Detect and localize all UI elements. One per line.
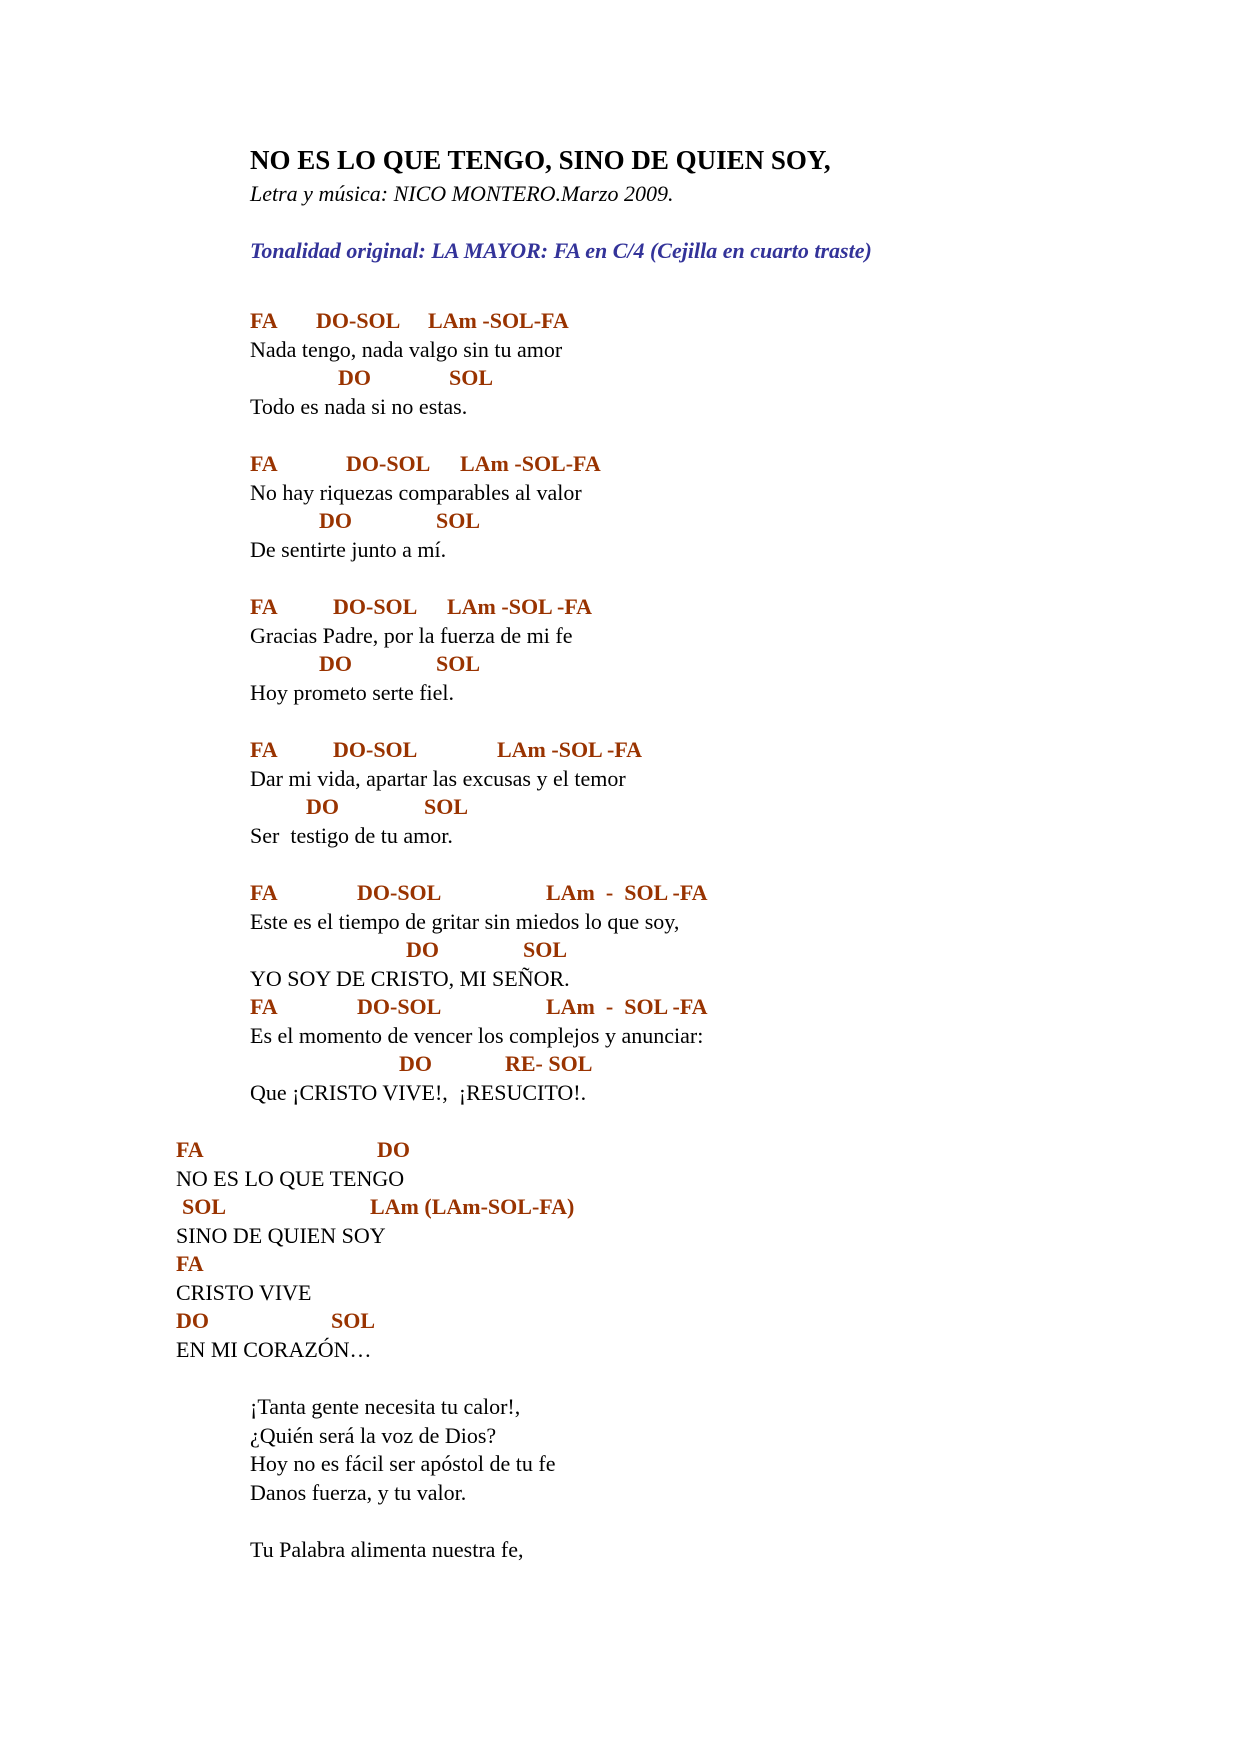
lyric-line: Danos fuerza, y tu valor. <box>250 1480 467 1505</box>
lyric-line: Que ¡CRISTO VIVE!, ¡RESUCITO!. <box>250 1080 587 1105</box>
chord-label: DO <box>338 365 371 390</box>
lyric-line: Este es el tiempo de gritar sin miedos lo que soy, <box>250 909 680 934</box>
chord-label: DO-SOL <box>333 737 418 762</box>
chord-label: DO <box>176 1308 209 1333</box>
lyric-line: De sentirte junto a mí. <box>250 537 447 562</box>
chord-label: FA <box>250 308 278 333</box>
chord-label: DO <box>306 794 339 819</box>
chord-label: LAm -SOL-FA <box>460 451 601 476</box>
lyric-line: Nada tengo, nada valgo sin tu amor <box>250 337 563 362</box>
lyric-line: Dar mi vida, apartar las excusas y el temor <box>250 766 626 791</box>
chord-label: DO <box>377 1137 410 1162</box>
chord-label: DO-SOL <box>357 880 442 905</box>
chord-label: SOL <box>436 651 481 676</box>
lyric-line: EN MI CORAZÓN… <box>176 1337 372 1362</box>
lyric-line: CRISTO VIVE <box>176 1280 312 1305</box>
lyric-line: YO SOY DE CRISTO, MI SEÑOR. <box>250 966 570 991</box>
chord-label: FA <box>250 451 278 476</box>
chord-label: FA <box>250 880 278 905</box>
lyric-line: Hoy no es fácil ser apóstol de tu fe <box>250 1451 556 1476</box>
chord-label: DO-SOL <box>333 594 418 619</box>
chord-label: DO <box>406 937 439 962</box>
chord-label: DO <box>399 1051 432 1076</box>
lyric-line: ¡Tanta gente necesita tu calor!, <box>250 1394 521 1419</box>
lyric-line: Tu Palabra alimenta nuestra fe, <box>250 1537 524 1562</box>
chord-label: LAm - SOL -FA <box>546 994 708 1019</box>
lyric-line: Es el momento de vencer los complejos y anunciar: <box>250 1023 704 1048</box>
chord-label: LAm (LAm-SOL-FA) <box>370 1194 575 1219</box>
chord-label: DO-SOL <box>346 451 431 476</box>
chord-label: LAm -SOL-FA <box>428 308 569 333</box>
chord-label: LAm - SOL -FA <box>546 880 708 905</box>
chord-label: SOL <box>424 794 469 819</box>
chord-label: DO <box>319 651 352 676</box>
chord-label: LAm -SOL -FA <box>447 594 593 619</box>
song-title: NO ES LO QUE TENGO, SINO DE QUIEN SOY, <box>250 145 831 175</box>
chord-label: DO-SOL <box>316 308 401 333</box>
lyric-line: NO ES LO QUE TENGO <box>176 1166 405 1191</box>
chord-label: FA <box>176 1137 204 1162</box>
song-credit: Letra y música: NICO MONTERO.Marzo 2009. <box>250 181 674 206</box>
chord-label: FA <box>250 737 278 762</box>
chord-label: SOL <box>331 1308 376 1333</box>
chord-label: SOL <box>182 1194 227 1219</box>
chord-label: DO-SOL <box>357 994 442 1019</box>
chord-label: DO <box>319 508 352 533</box>
lyric-line: No hay riquezas comparables al valor <box>250 480 582 505</box>
chord-label: SOL <box>449 365 494 390</box>
lyric-line: ¿Quién será la voz de Dios? <box>250 1423 497 1448</box>
lyric-line: Ser testigo de tu amor. <box>250 823 453 848</box>
chord-label: SOL <box>436 508 481 533</box>
chord-label: FA <box>250 594 278 619</box>
chord-label: RE- SOL <box>505 1051 593 1076</box>
chord-label: FA <box>250 994 278 1019</box>
chord-label: LAm -SOL -FA <box>497 737 643 762</box>
lyric-line: Gracias Padre, por la fuerza de mi fe <box>250 623 573 648</box>
lyric-line: Hoy prometo serte fiel. <box>250 680 455 705</box>
key-note: Tonalidad original: LA MAYOR: FA en C/4 (Cejilla en cuarto traste) <box>250 238 872 263</box>
lyric-line: SINO DE QUIEN SOY <box>176 1223 386 1248</box>
lyric-line: Todo es nada si no estas. <box>250 394 468 419</box>
chord-label: FA <box>176 1251 204 1276</box>
chord-label: SOL <box>523 937 568 962</box>
